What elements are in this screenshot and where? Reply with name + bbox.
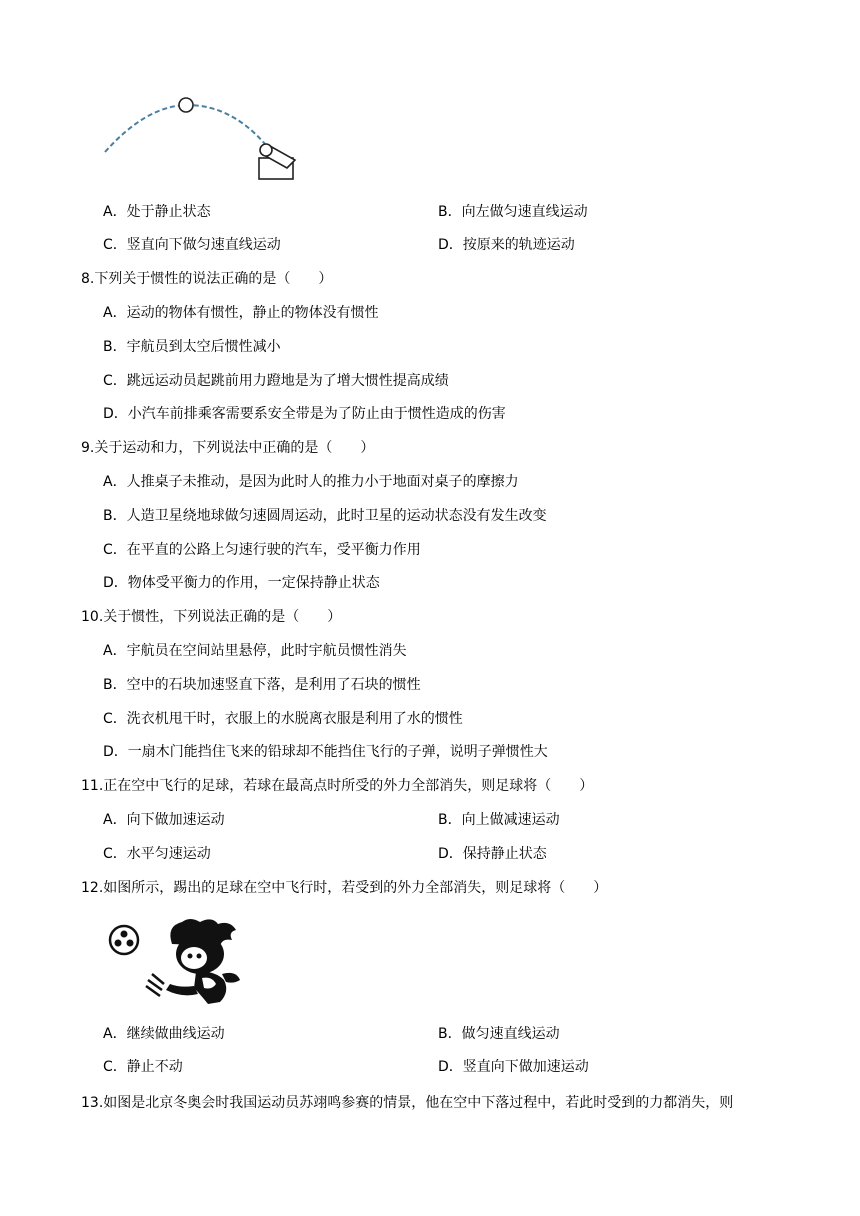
- q11-stem: 11.正在空中飞行的足球，若球在最高点时所受的外力全部消失，则足球将（ ）: [81, 778, 594, 794]
- q12-option-d: D．竖直向下做加速运动: [438, 1059, 589, 1075]
- q8-option-a: A．运动的物体有惯性，静止的物体没有惯性: [103, 305, 379, 321]
- q7-option-c: C．竖直向下做匀速直线运动: [103, 237, 281, 253]
- q9-option-b: B．人造卫星绕地球做匀速圆周运动，此时卫星的运动状态没有发生改变: [103, 508, 547, 524]
- q9-option-a: A．人推桌子未推动，是因为此时人的推力小于地面对桌子的摩擦力: [103, 474, 519, 490]
- q8-option-c: C．跳远运动员起跳前用力蹬地是为了增大惯性提高成绩: [103, 373, 449, 389]
- q11-option-a: A．向下做加速运动: [103, 812, 225, 828]
- q10-option-a: A．宇航员在空间站里悬停，此时宇航员惯性消失: [103, 643, 407, 659]
- q11-option-b: B．向上做减速运动: [438, 812, 560, 828]
- q10-stem: 10.关于惯性，下列说法正确的是（ ）: [81, 609, 342, 625]
- q11-option-d: D．保持静止状态: [438, 846, 547, 862]
- q9-option-c: C．在平直的公路上匀速行驶的汽车，受平衡力作用: [103, 542, 421, 558]
- q8-option-d: D．小汽车前排乘客需要系安全带是为了防止由于惯性造成的伤害: [103, 406, 506, 422]
- cannon-icon: [259, 144, 295, 179]
- ball-icon: [179, 98, 193, 112]
- cartoon-kicker-icon: [146, 919, 240, 1004]
- q9-stem: 9.关于运动和力，下列说法中正确的是（ ）: [81, 440, 375, 456]
- q12-option-b: B．做匀速直线运动: [438, 1026, 560, 1042]
- football-kick-figure: [104, 914, 244, 1009]
- q7-option-a: A．处于静止状态: [103, 204, 211, 220]
- q8-option-b: B．宇航员到太空后惯性减小: [103, 339, 281, 355]
- q7-option-d: D．按原来的轨迹运动: [438, 237, 575, 253]
- q12-option-a: A．继续做曲线运动: [103, 1026, 225, 1042]
- q9-option-d: D．物体受平衡力的作用，一定保持静止状态: [103, 575, 380, 591]
- trajectory-figure: [100, 92, 300, 184]
- q12-option-c: C．静止不动: [103, 1059, 183, 1075]
- q10-option-b: B．空中的石块加速竖直下落，是利用了石块的惯性: [103, 677, 421, 693]
- q7-option-b: B．向左做匀速直线运动: [438, 204, 588, 220]
- q12-stem: 12.如图所示，踢出的足球在空中飞行时，若受到的外力全部消失，则足球将（ ）: [81, 880, 608, 896]
- q11-option-c: C．水平匀速运动: [103, 846, 211, 862]
- football-icon: [110, 926, 138, 954]
- q8-stem: 8.下列关于惯性的说法正确的是（ ）: [81, 271, 333, 287]
- q13-stem: 13.如图是北京冬奥会时我国运动员苏翊鸣参赛的情景，他在空中下落过程中，若此时受到的力都消失，则: [81, 1095, 734, 1111]
- q10-option-d: D．一扇木门能挡住飞来的铅球却不能挡住飞行的子弹，说明子弹惯性大: [103, 744, 548, 760]
- q10-option-c: C．洗衣机甩干时，衣服上的水脱离衣服是利用了水的惯性: [103, 711, 463, 727]
